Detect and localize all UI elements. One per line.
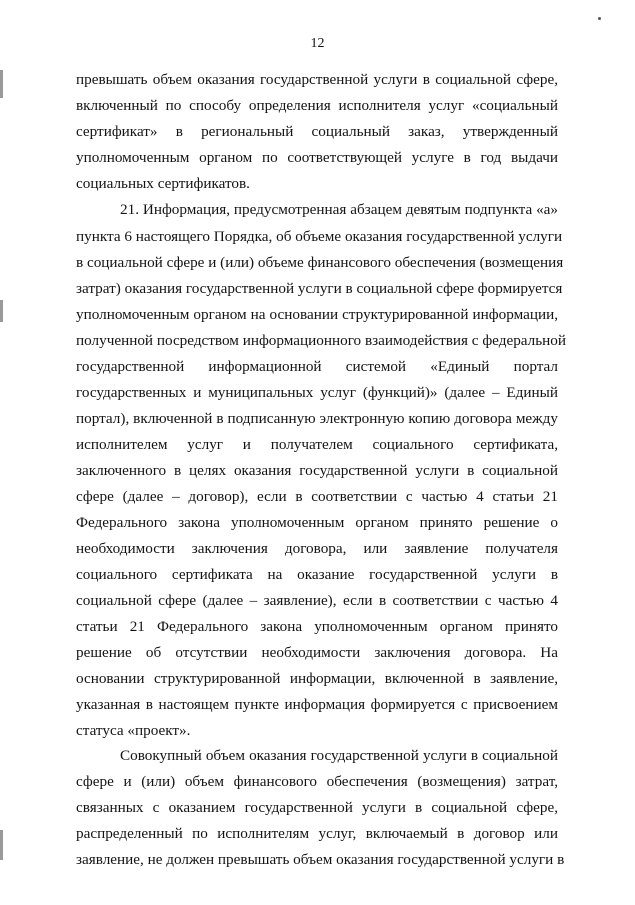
text-line: необходимости заключения договора, или заявление получателя — [76, 540, 558, 557]
text-line: полученной посредством информационного взаимодействия с федеральной — [76, 332, 567, 349]
text-line: заявление, не должен превышать объем оказания государственной услуги в — [76, 851, 565, 868]
text-line: сфере (далее – договор), если в соответствии с частью 4 статьи 21 — [76, 488, 558, 505]
scan-edge-mark — [0, 300, 3, 322]
text-line: статуса «проект». — [76, 722, 191, 739]
text-line: социального сертификата на оказание государственной услуги в — [76, 566, 558, 583]
text-line: Федерального закона уполномоченным органом принято решение о — [76, 514, 558, 531]
text-line: указанная в настоящем пункте информация формируется с присвоением — [76, 696, 558, 713]
text-line: сфере и (или) объем финансового обеспечения (возмещения) затрат, — [76, 773, 558, 790]
text-line: социальной сфере (далее – заявление), если в соответствии с частью 4 — [76, 592, 558, 609]
text-line: уполномоченным органом на основании структурированной информации, — [76, 306, 558, 323]
text-line: затрат) оказания государственной услуги в социальной сфере формируется — [76, 280, 563, 297]
scan-edge-mark — [0, 70, 3, 98]
paragraph-start-line: Совокупный объем оказания государственной услуги в социальной — [120, 747, 558, 764]
scan-speck — [598, 17, 601, 20]
text-line: государственных и муниципальных услуг (функций)» (далее – Единый — [76, 384, 558, 401]
text-line: статьи 21 Федерального закона уполномоченным органом принято — [76, 618, 558, 635]
paragraph-start-line: 21. Информация, предусмотренная абзацем девятым подпункта «а» — [120, 201, 558, 218]
text-line: портал), включенной в подписанную электронную копию договора между — [76, 410, 558, 427]
text-line: превышать объем оказания государственной услуги в социальной сфере, — [76, 71, 558, 88]
text-line: исполнителем услуг и получателем социального сертификата, — [76, 436, 558, 453]
text-line: сертификат» в региональный социальный заказ, утвержденный — [76, 123, 558, 140]
text-line: распределенный по исполнителям услуг, включаемый в договор или — [76, 825, 558, 842]
text-line: включенный по способу определения исполнителя услуг «социальный — [76, 97, 558, 114]
text-line: решение об отсутствии необходимости заключения договора. На — [76, 644, 558, 661]
text-line: в социальной сфере и (или) объеме финансового обеспечения (возмещения — [76, 254, 564, 271]
text-line: уполномоченным органом по соответствующей услуге в год выдачи — [76, 149, 558, 166]
text-line: социальных сертификатов. — [76, 175, 250, 192]
text-line: основании структурированной информации, включенной в заявление, — [76, 670, 558, 687]
scan-edge-mark — [0, 830, 3, 860]
text-line: заключенного в целях оказания государственной услуги в социальной — [76, 462, 558, 479]
page-number: 12 — [310, 36, 325, 51]
text-line: связанных с оказанием государственной услуги в социальной сфере, — [76, 799, 558, 816]
text-line: пункта 6 настоящего Порядка, об объеме оказания государственной услуги — [76, 228, 563, 245]
text-line: государственной информационной системой «Единый портал — [76, 358, 558, 375]
